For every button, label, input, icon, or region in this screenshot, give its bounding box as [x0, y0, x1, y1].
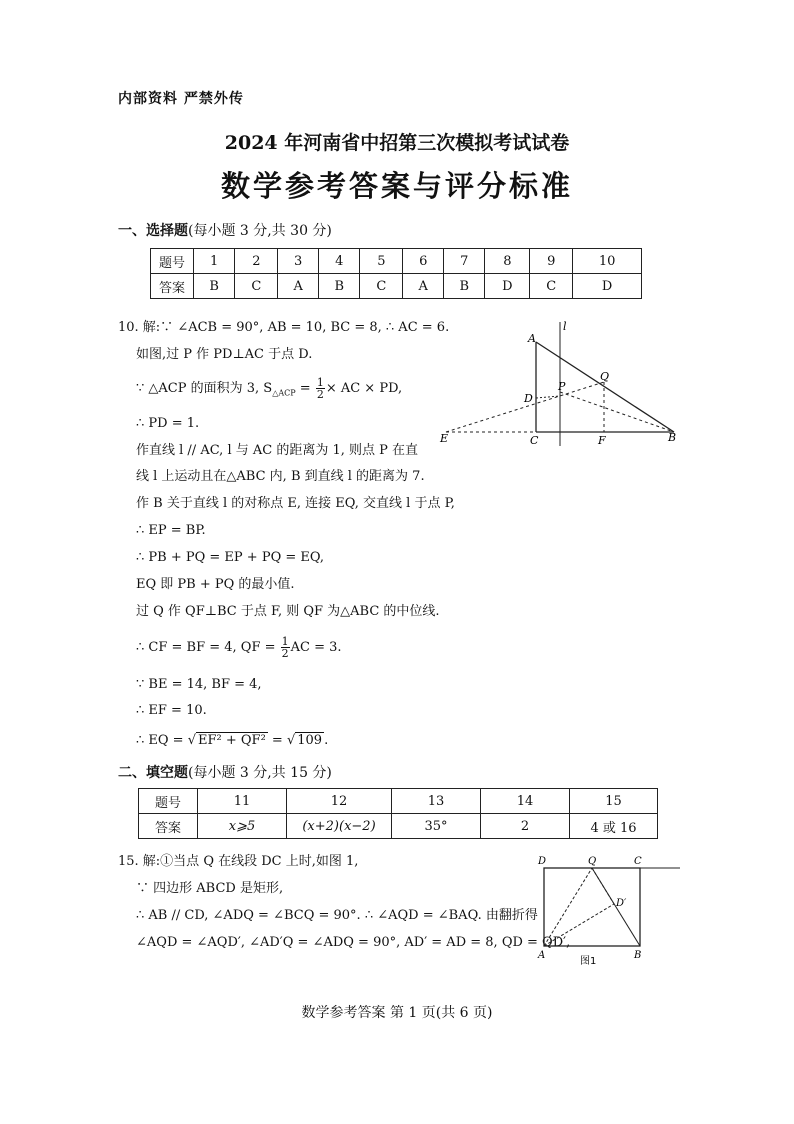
label-c: C	[530, 434, 539, 447]
table-cell: 6	[403, 249, 444, 274]
segment-ad-prime	[544, 904, 614, 946]
table-cell: 3	[278, 249, 319, 274]
section2-note: (每小题 3 分,共 15 分)	[188, 765, 332, 781]
label-a: A	[528, 332, 536, 345]
table-cell: 1	[194, 249, 235, 274]
section1-heading: 一、选择题	[118, 223, 188, 239]
row-label: 题号	[139, 789, 198, 814]
row-label: 题号	[151, 249, 194, 274]
table-cell: 15	[570, 789, 658, 814]
q10-line-14: ∴ EF = 10.	[136, 703, 207, 718]
table-cell: C	[235, 274, 278, 299]
table-cell: A	[403, 274, 444, 299]
table-cell: x⩾5	[198, 814, 287, 839]
q15-line-2: ∵ 四边形 ABCD 是矩形,	[136, 881, 284, 896]
fraction	[316, 377, 325, 400]
label-b: B	[668, 431, 677, 444]
q10-line-15-mid: =	[267, 733, 287, 748]
fraction-denominator: 2	[316, 388, 324, 401]
table-cell: C	[360, 274, 403, 299]
q15-line-1: 15. 解:①当点 Q 在线段 DC 上时,如图 1,	[118, 854, 359, 869]
table-cell: 35°	[392, 814, 481, 839]
label-d: D	[524, 392, 533, 405]
segment-qd-prime	[592, 868, 614, 904]
table-cell: C	[530, 274, 573, 299]
page-footer: 数学参考答案 第 1 页(共 6 页)	[301, 1005, 493, 1021]
label-l: l	[563, 320, 567, 333]
figure-caption: 图1	[580, 956, 597, 967]
section2-heading: 二、填空题	[118, 765, 188, 781]
label-f: F	[598, 434, 606, 447]
row-label: 答案	[151, 274, 194, 299]
section2-heading-row	[118, 762, 332, 782]
q15-line-4: ∠AQD = ∠AQD′, ∠AD′Q = ∠ADQ = 90°, AD′ = AD = 8, QD = QD′,	[136, 935, 571, 950]
fraction	[281, 636, 290, 659]
table-cell: 8	[485, 249, 530, 274]
label-e: E	[440, 432, 449, 445]
q10-line-7: 作 B 关于直线 l 的对称点 E, 连接 EQ, 交直线 l 于点 P,	[136, 496, 455, 511]
q10-line-8: ∴ EP = BP.	[136, 523, 206, 538]
label-d-prime: D′	[616, 898, 627, 909]
table-cell: 4 或 16	[570, 814, 658, 839]
table-row	[139, 814, 658, 839]
label-c: C	[634, 856, 642, 867]
label-q: Q	[600, 370, 610, 383]
q10-line-13: ∵ BE = 14, BF = 4,	[136, 677, 262, 692]
q10-line-12-post: AC = 3.	[290, 640, 342, 655]
table-cell: B	[194, 274, 235, 299]
q10-line-12-pre: ∴ CF = BF = 4, QF =	[136, 640, 280, 655]
q10-line-2: 如图,过 P 作 PD⊥AC 于点 D.	[136, 347, 313, 362]
confidential-notice: 内部资料 严禁外传	[118, 91, 244, 107]
fill-answer-table	[138, 788, 658, 839]
table-row	[151, 249, 642, 274]
label-q: Q	[588, 856, 597, 867]
q10-line-4: ∴ PD = 1.	[136, 416, 200, 431]
table-cell: 7	[444, 249, 485, 274]
q10-line-15: ∴ EQ = √ EF² + QF² = √ 109 .	[136, 733, 329, 748]
label-p: P	[558, 380, 566, 393]
q10-line-10: EQ 即 PB + PQ 的最小值.	[136, 577, 295, 592]
q15-figure-1	[534, 852, 682, 972]
label-a: A	[538, 950, 546, 961]
table-cell: 4	[319, 249, 360, 274]
table-cell: (x+2)(x−2)	[287, 814, 392, 839]
table-cell: 11	[198, 789, 287, 814]
table-cell: 12	[287, 789, 392, 814]
table-cell: 10	[573, 249, 642, 274]
q10-line-9: ∴ PB + PQ = EP + PQ = EQ,	[136, 550, 325, 565]
table-cell: B	[444, 274, 485, 299]
segment-pb	[560, 392, 674, 432]
fraction-numerator: 1	[281, 635, 289, 648]
q10-line-3-eq: =	[295, 381, 315, 396]
q10-line-15-post: .	[324, 733, 329, 748]
mc-answer-table	[150, 248, 642, 299]
table-cell: D	[573, 274, 642, 299]
q10-line-11: 过 Q 作 QF⊥BC 于点 F, 则 QF 为△ABC 的中位线.	[136, 604, 440, 619]
label-b: B	[634, 950, 642, 961]
fraction-numerator: 1	[316, 376, 324, 389]
table-row	[139, 789, 658, 814]
table-cell: A	[278, 274, 319, 299]
q10-line-15-pre: ∴ EQ =	[136, 733, 188, 748]
table-cell: B	[319, 274, 360, 299]
q10-line-3-post: × AC × PD,	[325, 381, 403, 396]
table-row	[151, 274, 642, 299]
table-cell: 2	[235, 249, 278, 274]
section1-heading-row	[118, 220, 332, 240]
q10-line-6: 线 l 上运动且在△ABC 内, B 到直线 l 的距离为 7.	[136, 469, 425, 484]
q10-line-3	[136, 377, 402, 404]
table-cell: 13	[392, 789, 481, 814]
exam-title: 2024 年河南省中招第三次模拟考试试卷	[224, 132, 570, 154]
table-cell: 14	[481, 789, 570, 814]
radicand: EF² + QF²	[198, 733, 266, 748]
q10-line-3-pre: ∵ △ACP 的面积为 3, S	[136, 381, 273, 396]
segment-ab	[536, 342, 674, 432]
segment-eq	[446, 382, 604, 432]
segment-aq	[544, 868, 592, 946]
fraction-denominator: 2	[281, 647, 289, 660]
table-cell: D	[485, 274, 530, 299]
radicand: 109	[297, 733, 323, 748]
table-cell: 9	[530, 249, 573, 274]
q10-line-5: 作直线 l // AC, l 与 AC 的距离为 1, 则点 P 在直	[136, 443, 419, 458]
section1-note: (每小题 3 分,共 30 分)	[188, 223, 332, 239]
label-d: D	[538, 856, 547, 867]
table-cell: 5	[360, 249, 403, 274]
table-cell: 2	[481, 814, 570, 839]
q15-line-3: ∴ AB // CD, ∠ADQ = ∠BCQ = 90°. ∴ ∠AQD = ∠BAQ. 由翻折得	[136, 908, 538, 923]
q10-geometry-figure	[438, 318, 678, 448]
q10-line-12	[136, 636, 342, 659]
q10-line-3-sub: △ACP	[272, 388, 296, 398]
q10-line-1: 10. 解:∵ ∠ACB = 90°, AB = 10, BC = 8, ∴ AC = 6.	[118, 320, 450, 335]
document-title: 数学参考答案与评分标准	[220, 169, 573, 203]
row-label: 答案	[139, 814, 198, 839]
